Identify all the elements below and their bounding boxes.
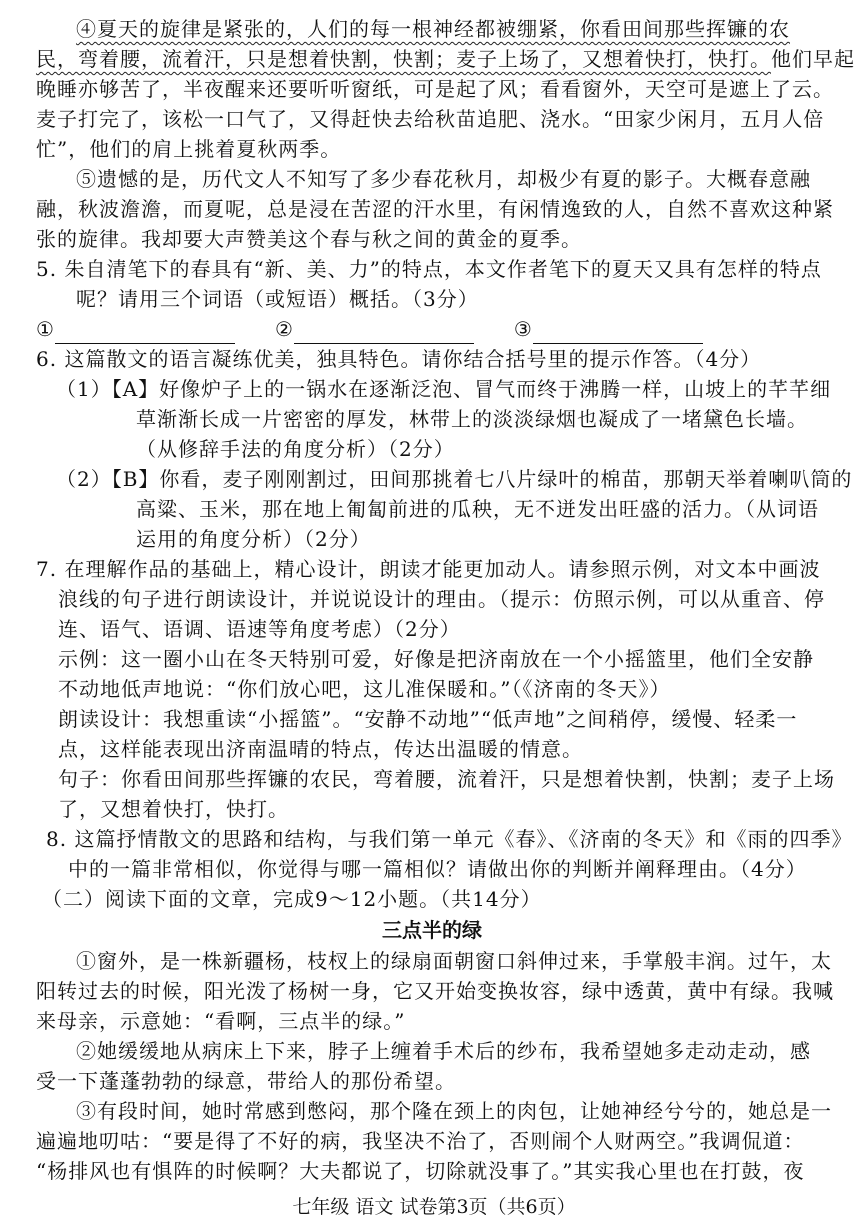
sub-question-a-line: （从修辞手法的角度分析）（2分）	[136, 437, 455, 461]
wavy-underlined-sentence-cont: 民，弯着腰，流着汗，只是想着快割，快割；麦子上场了，又想着快打，快打。	[36, 47, 771, 71]
article-paragraph-line: 来母亲，示意她：“看啊，三点半的绿。”	[36, 1009, 406, 1033]
sub-question-b: （2）【B】你看，麦子刚刚割过，田间那挑着七八片绿叶的棉苗，那朝天举着喇叭筒的	[56, 467, 853, 491]
article-paragraph-line: “杨排风也有惧阵的时候啊？大夫都说了，切除就没事了。”其实我心里也在打鼓，夜	[36, 1159, 805, 1183]
article-title: 三点半的绿	[382, 918, 482, 942]
answer-blank-1[interactable]	[55, 323, 235, 344]
sub-question-a-line: 草渐渐长成一片密密的厚发，林带上的淡淡绿烟也凝成了一堵黛色长墙。	[136, 407, 808, 431]
answer-blank-3[interactable]	[533, 323, 703, 344]
paragraph-5	[36, 164, 834, 254]
paragraph-4	[36, 14, 855, 164]
sub-question-b-line: 运用的角度分析）（2分）	[136, 527, 371, 551]
article	[36, 914, 834, 1186]
paragraph-line: ⑤遗憾的是，历代文人不知写了多少春花秋月，却极少有夏的影子。大概春意融	[76, 167, 811, 191]
article-paragraph-2: ②她缓缓地从病床上下来，脖子上缠着手术后的纱布，我希望她多走动走动，感	[76, 1039, 811, 1063]
wavy-underlined-sentence: ④夏天的旋律是紧张的，人们的每一根神经都被绷紧，你看田间那些挥镰的农	[76, 17, 790, 41]
example-text: 示例：这一圈小山在冬天特别可爱，好像是把济南放在一个小摇篮里，他们全安静	[58, 647, 814, 671]
paragraph-text: 他们早起	[771, 47, 855, 71]
question-7	[36, 554, 835, 824]
question-text: 5. 朱自清笔下的春具有“新、美、力”的特点，本文作者笔下的夏天又具有怎样的特点	[36, 257, 822, 281]
question-text: 浪线的句子进行朗读设计，并说说设计的理由。（提示：仿照示例，可以从重音、停	[58, 587, 825, 611]
section-heading: （二）阅读下面的文章，完成9～12小题。（共14分）	[42, 887, 542, 911]
question-text: 连、语气、语调、语速等角度考虑）（2分）	[58, 617, 461, 641]
sub-question-b-line: 高粱、玉米，那在地上匍匐前进的瓜秧，无不迸发出旺盛的活力。（从词语	[136, 497, 819, 521]
question-text: 中的一篇非常相似，你觉得与哪一篇相似？请做出你的判断并阐释理由。（4分）	[68, 857, 807, 881]
paragraph-line: 晚睡亦够苦了，半夜醒来还要听听窗纸，可是起了风；看看窗外，天空可是遮上了云。	[36, 77, 834, 101]
answer-blank-2[interactable]	[294, 323, 474, 344]
paragraph-line: 张的旋律。我却要大声赞美这个春与秋之间的黄金的夏季。	[36, 227, 582, 251]
question-text: 8. 这篇抒情散文的思路和结构，与我们第一单元《春》、《济南的冬天》和《雨的四季》	[46, 827, 853, 851]
article-paragraph-line: 阳转过去的时候，阳光泼了杨树一身，它又开始变换妆容，绿中透黄，黄中有绿。我喊	[36, 979, 834, 1003]
reading-design: 朗读设计：我想重读“小摇篮”。“安静不动地”“低声地”之间稍停，缓慢、轻柔一	[58, 707, 798, 731]
page-footer: 七年级 语文 试卷第3页（共6页）	[292, 1196, 576, 1218]
paragraph-line: 融，秋波澹澹，而夏呢，总是浸在苦涩的汗水里，有闲情逸致的人，自然不喜欢这种紧	[36, 197, 834, 221]
question-5	[36, 254, 828, 344]
reading-design: 点，这样能表现出济南温晴的特点，传达出温暖的情意。	[58, 737, 583, 761]
question-text: 7. 在理解作品的基础上，精心设计，朗读才能更加动人。请参照示例，对文本中画波	[36, 557, 821, 581]
question-8	[36, 824, 853, 884]
article-paragraph-1: ①窗外，是一株新疆杨，枝杈上的绿扇面朝窗口斜伸过来，手掌般丰润。过午，太	[76, 949, 832, 973]
article-paragraph-3: ③有段时间，她时常感到憋闷，那个隆在颈上的肉包，让她神经兮兮的，她总是一	[76, 1099, 832, 1123]
article-paragraph-line: 受一下蓬蓬勃勃的绿意，带给人的那份希望。	[36, 1069, 456, 1093]
target-sentence: 了，又想着快打，快打。	[58, 797, 289, 821]
blank-label: ③	[513, 317, 533, 341]
question-6	[36, 344, 853, 554]
paragraph-line: 麦子打完了，该松一口气了，又得赶快去给秋苗追肥、浇水。“田家少闲月，五月人倍	[36, 107, 825, 131]
question-text: 6. 这篇散文的语言凝练优美，独具特色。请你结合括号里的提示作答。（4分）	[36, 347, 762, 371]
blank-label: ①	[36, 317, 55, 341]
article-paragraph-line: 遍遍地叨咕：“要是得了不好的病，我坚决不治了，否则闹个人财两空。”我调侃道：	[36, 1129, 805, 1153]
target-sentence: 句子：你看田间那些挥镰的农民，弯着腰，流着汗，只是想着快割，快割；麦子上场	[58, 767, 835, 791]
sub-question-a: （1）【A】好像炉子上的一锅水在逐渐泛泡、冒气而终于沸腾一样，山坡上的芊芊细	[56, 377, 832, 401]
paragraph-line: 忙”，他们的肩上挑着夏秋两季。	[36, 137, 342, 161]
question-text: 呢？请用三个词语（或短语）概括。（3分）	[76, 287, 479, 311]
answer-blanks	[36, 314, 828, 344]
blank-label: ②	[274, 317, 294, 341]
example-text: 不动地低声地说：“你们放心吧，这儿准保暖和。”（《济南的冬天》）	[58, 677, 671, 701]
